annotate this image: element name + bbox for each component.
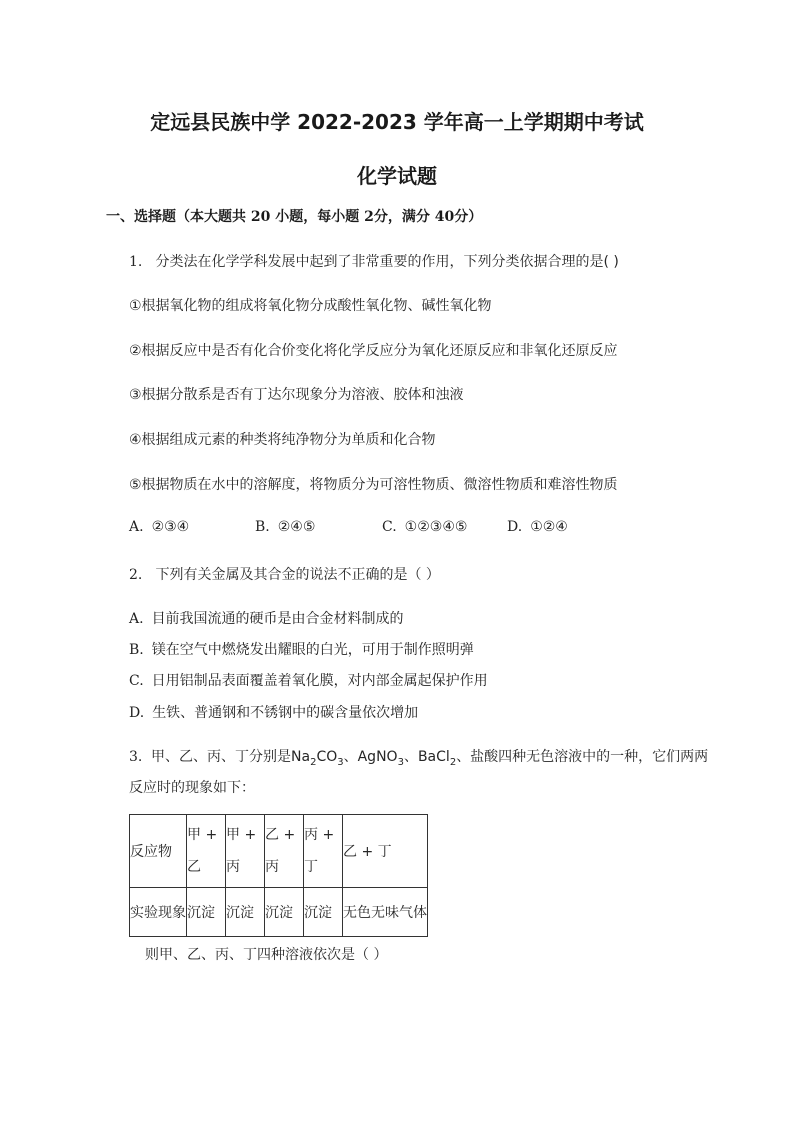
question-1 — [129, 251, 619, 271]
table-cell: 反应物 — [130, 815, 187, 888]
option-label: C. — [129, 673, 144, 689]
table-row — [130, 815, 428, 888]
formula-agno3: AgNO$_3$ — [357, 749, 404, 768]
table-cell: 沉淀 — [187, 888, 226, 937]
table-cell: 沉淀 — [304, 888, 343, 937]
q2-option-d[interactable] — [129, 702, 418, 722]
option-text: 镁在空气中燃烧发出耀眼的白光，可用于制作照明弹 — [151, 642, 474, 658]
table-cell: 甲 + 丙 — [226, 815, 265, 888]
table-cell: 沉淀 — [226, 888, 265, 937]
table-cell: 实验现象 — [130, 888, 187, 937]
option-text: 生铁、普通钢和不锈钢中的碳含量依次增加 — [152, 705, 419, 721]
option-text: ②③④ — [151, 519, 190, 535]
q1-statement-5: ⑤根据物质在水中的溶解度，将物质分为可溶性物质、微溶性物质和难溶性物质 — [129, 477, 618, 493]
separator: 、 — [403, 749, 418, 765]
table-cell: 丙 + 丁 — [304, 815, 343, 888]
question-text: 分类法在化学学科发展中起到了非常重要的作用，下列分类依据合理的是( ) — [155, 254, 619, 270]
question-text: 甲、乙、丙、丁分别是 — [151, 749, 291, 765]
q2-option-c[interactable] — [129, 670, 488, 690]
exam-title: 定远县民族中学 2022-2023 学年高一上学期期中考试 — [150, 110, 644, 134]
option-text: ①②④ — [530, 519, 568, 535]
q1-statement-3: ③根据分散系是否有丁达尔现象分为溶液、胶体和浊液 — [129, 387, 464, 403]
option-label: A. — [129, 519, 144, 535]
table-row — [130, 888, 428, 937]
q1-statement-1: ①根据氧化物的组成将氧化物分成酸性氧化物、碱性氧化物 — [129, 298, 492, 314]
option-text: ②④⑤ — [277, 519, 316, 535]
q1-statement-4: ④根据组成元素的种类将纯净物分为单质和化合物 — [129, 432, 436, 448]
q2-option-b[interactable] — [129, 639, 474, 659]
option-text: 目前我国流通的硬币是由合金材料制成的 — [151, 611, 404, 627]
reaction-table — [129, 814, 428, 937]
question-number: 3. — [129, 749, 143, 765]
question-3 — [129, 746, 708, 766]
question-number: 2. — [129, 567, 143, 583]
table-cell: 乙 + 丁 — [343, 815, 428, 888]
option-text: 日用铝制品表面覆盖着氧化膜，对内部金属起保护作用 — [151, 673, 488, 689]
option-label: D. — [507, 519, 523, 535]
option-label: C. — [382, 519, 397, 535]
option-label: A. — [129, 611, 144, 627]
q1-option-d[interactable] — [507, 519, 568, 535]
section-heading: 一、选择题（本大题共 20 小题，每小题 2分，满分 40分） — [106, 209, 483, 225]
formula-na2co3: $Na_2CO_3$ — [291, 749, 344, 768]
question-text: 下列有关金属及其合金的说法不正确的是（ ） — [155, 567, 440, 583]
option-label: B. — [129, 642, 144, 658]
q1-option-a[interactable] — [129, 519, 189, 535]
q2-option-a[interactable] — [129, 608, 404, 628]
q1-option-b[interactable] — [255, 519, 315, 535]
question-number: 1. — [129, 254, 143, 270]
question-3-prompt: 则甲、乙、丙、丁四种溶液依次是（ ） — [145, 947, 388, 963]
formula-bacl2: BaCl$_2$ — [417, 749, 457, 768]
option-text: ①②③④⑤ — [404, 519, 468, 535]
question-text-cont: 、盐酸四种无色溶液中的一种，它们两两 — [456, 749, 709, 765]
table-cell: 乙 + 丙 — [265, 815, 304, 888]
table-cell: 沉淀 — [265, 888, 304, 937]
question-2 — [129, 564, 440, 584]
separator: 、 — [343, 749, 358, 765]
exam-subtitle: 化学试题 — [357, 164, 437, 188]
table-cell: 甲 + 乙 — [187, 815, 226, 888]
question-3-line-2: 反应时的现象如下： — [129, 780, 255, 796]
option-label: D. — [129, 705, 145, 721]
table-cell: 无色无味气体 — [343, 888, 428, 937]
option-label: B. — [255, 519, 270, 535]
q1-statement-2: ②根据反应中是否有化合价变化将化学反应分为氧化还原反应和非氧化还原反应 — [129, 343, 618, 359]
q1-option-c[interactable] — [382, 519, 467, 535]
